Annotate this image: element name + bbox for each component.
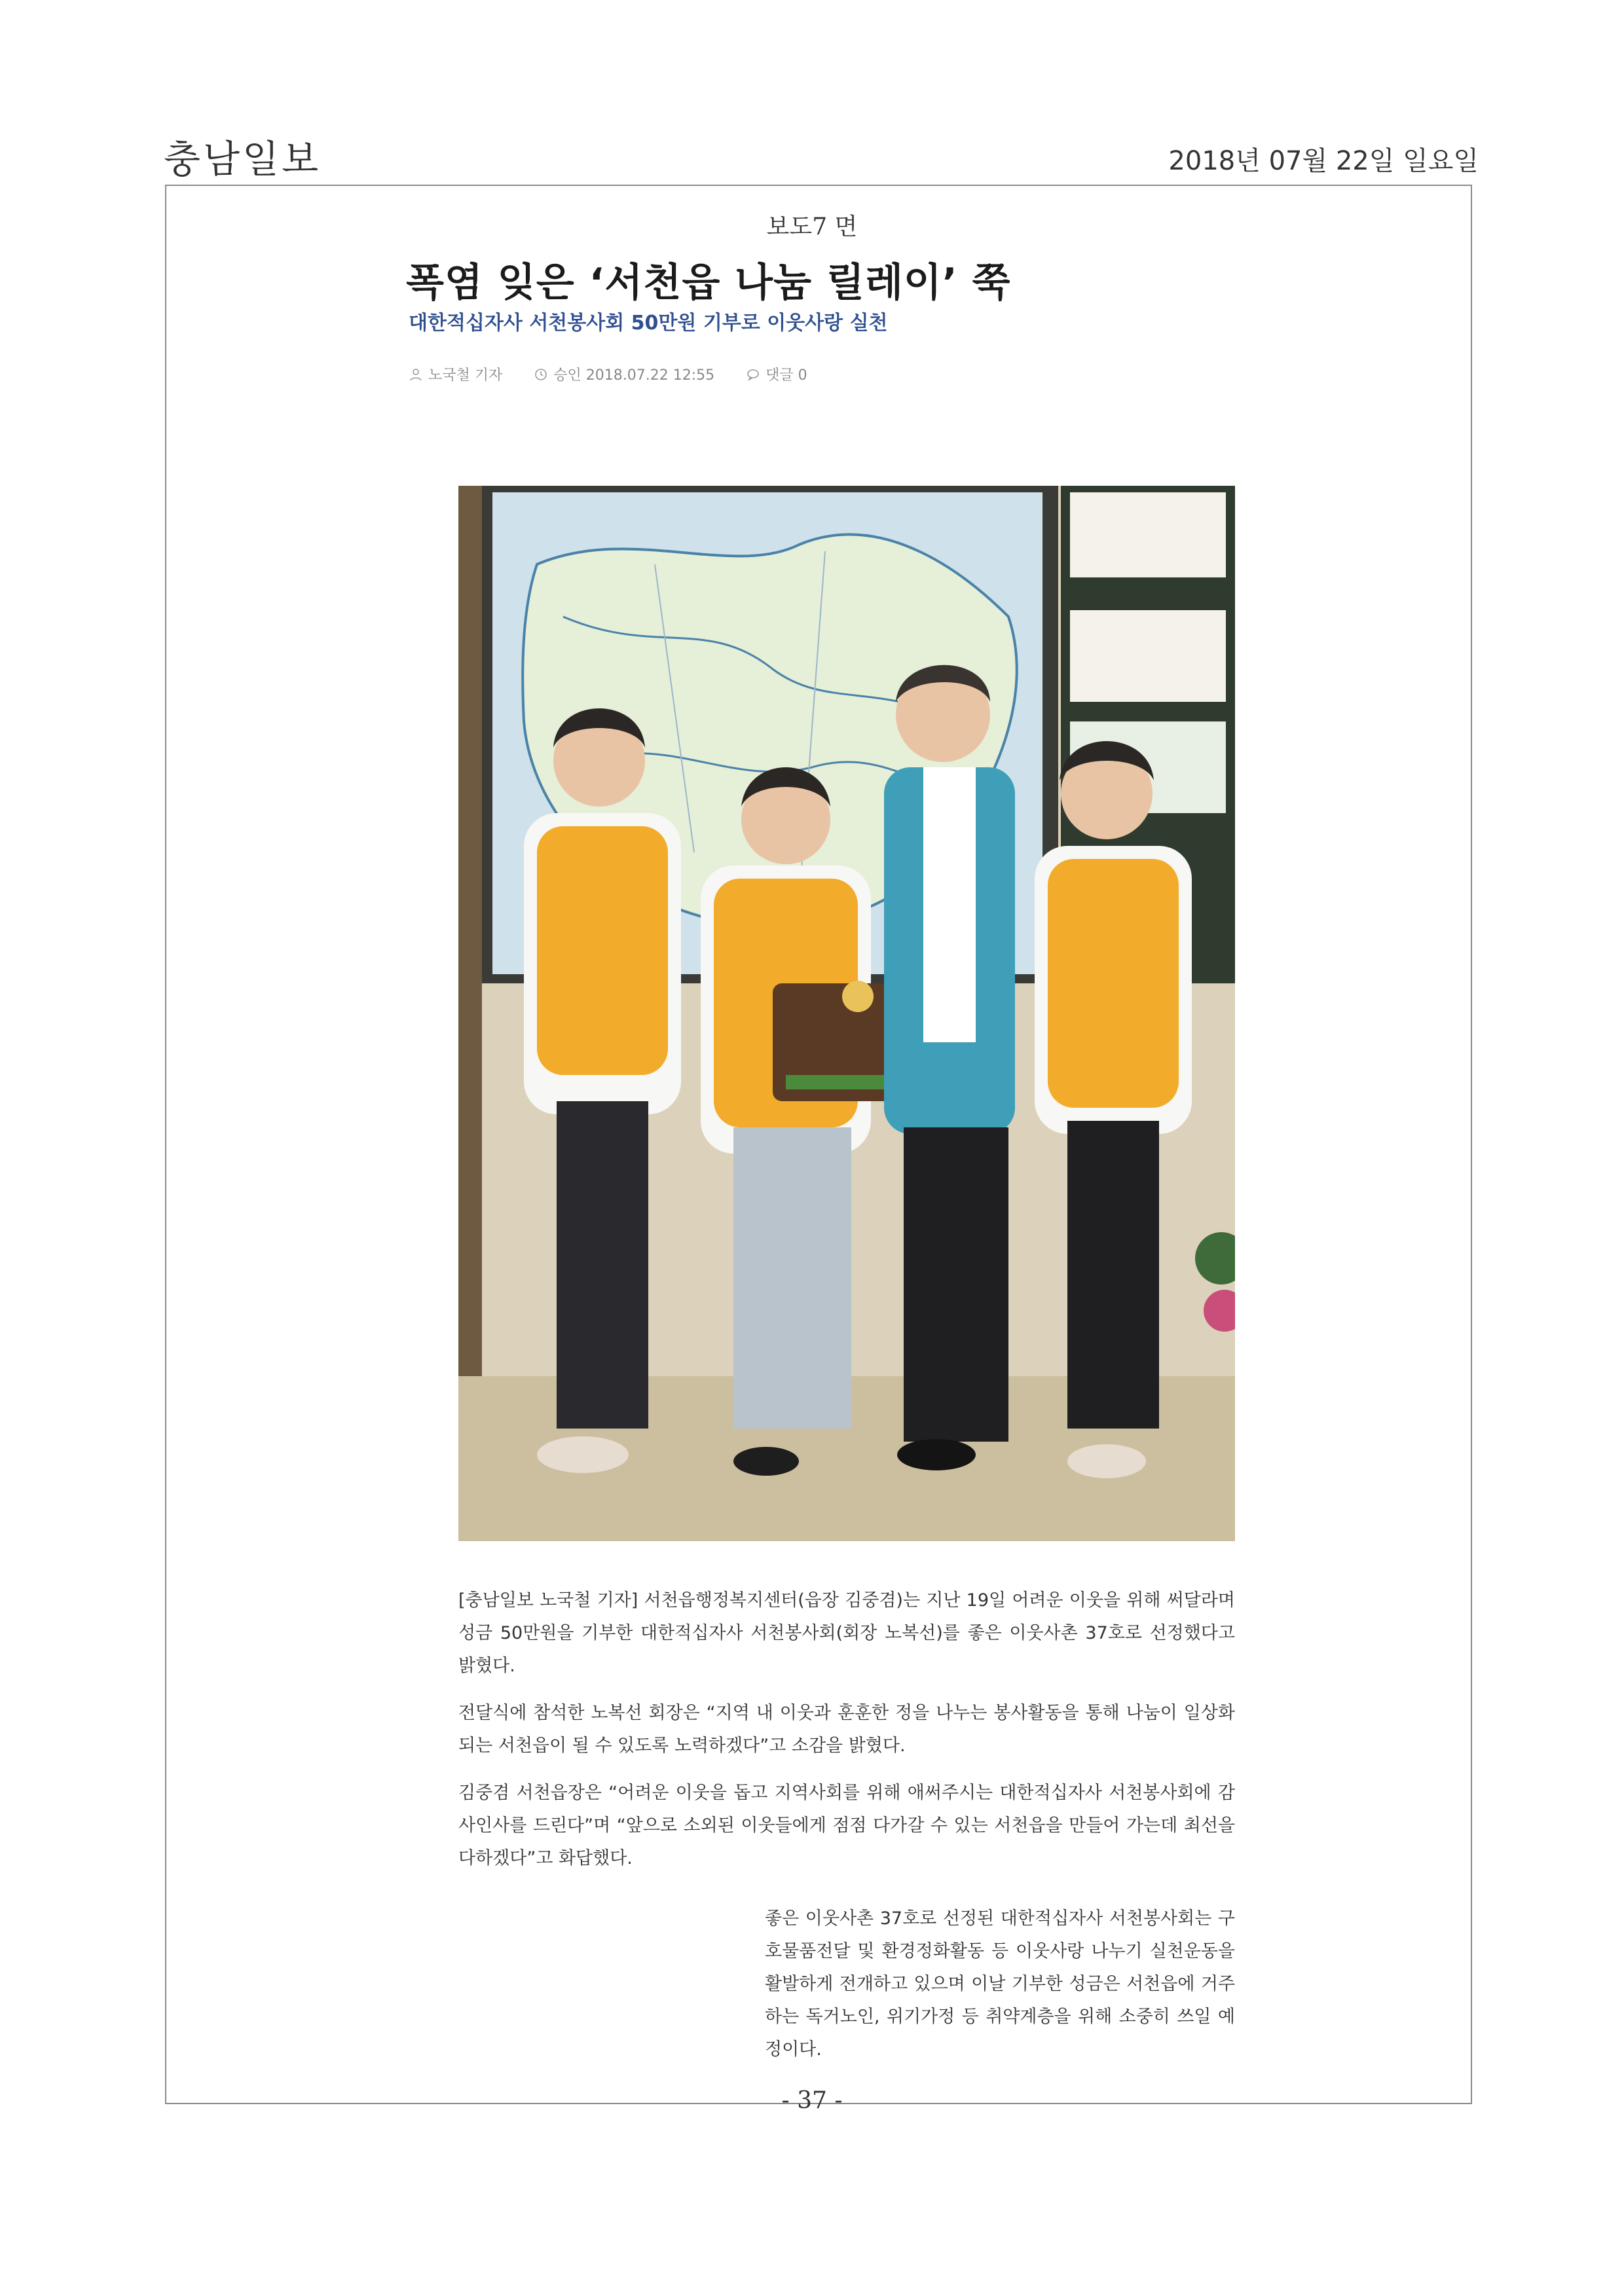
approved-meta	[534, 364, 714, 384]
clock-icon	[534, 367, 548, 382]
section-tag: 보도7 면	[766, 213, 858, 240]
article-paragraph: 전달식에 참석한 노복선 회장은 “지역 내 이웃과 훈훈한 정을 나누는 봉사활동을 통해 나눔이 일상화되는 서천읍이 될 수 있도록 노력하겠다”고 소감을 밝혔다.	[458, 1703, 1235, 1756]
article-headline: 폭염 잊은 ‘서천읍 나눔 릴레이’ 쭉	[406, 260, 1011, 306]
article-photo	[458, 486, 1235, 1541]
author-name: 노국철 기자	[428, 367, 503, 384]
comment-icon	[746, 367, 760, 382]
newspaper-masthead: 충남일보	[164, 137, 322, 181]
person-icon	[409, 367, 423, 382]
article-meta	[409, 364, 807, 384]
comments-meta[interactable]	[746, 364, 807, 384]
article-paragraph: 김중겸 서천읍장은 “어려운 이웃을 돕고 지역사회를 위해 애써주시는 대한적십자사 서천봉사회에 감사인사를 드린다”며 “앞으로 소외된 이웃들에게 점점 다가갈 수 있는 서천읍을 만들어 가는데 최선을 다하겠다”고 화답했다.	[458, 1783, 1235, 1868]
author-meta	[409, 364, 502, 384]
comment-count[interactable]: 댓글 0	[766, 367, 807, 384]
article-subheadline: 대한적십자사 서천봉사회 50만원 기부로 이웃사랑 실천	[409, 312, 888, 335]
page-number: - 37 -	[781, 2087, 843, 2114]
issue-date: 2018년 07월 22일 일요일	[1168, 146, 1479, 176]
approved-time: 승인 2018.07.22 12:55	[553, 367, 715, 384]
article-closing-paragraph: 좋은 이웃사촌 37호로 선정된 대한적십자사 서천봉사회는 구호물품전달 및 환경정화활동 등 이웃사랑 나누기 실천운동을 활발하게 전개하고 있으며 이날 기부한 성금은 서천읍에 거주하는 독거노인, 위기가정 등 취약계층을 위해 소중히 쓰일 예정이다.	[765, 1908, 1235, 2060]
group-photo-illustration	[458, 486, 1235, 1541]
article-body	[458, 1584, 1235, 1889]
article-paragraph: [충남일보 노국철 기자] 서천읍행정복지센터(읍장 김중겸)는 지난 19일 어려운 이웃을 위해 써달라며 성금 50만원을 기부한 대한적십자사 서천봉사회(회장 노복선)를 좋은 이웃사촌 37호로 선정했다고 밝혔다.	[458, 1590, 1235, 1676]
